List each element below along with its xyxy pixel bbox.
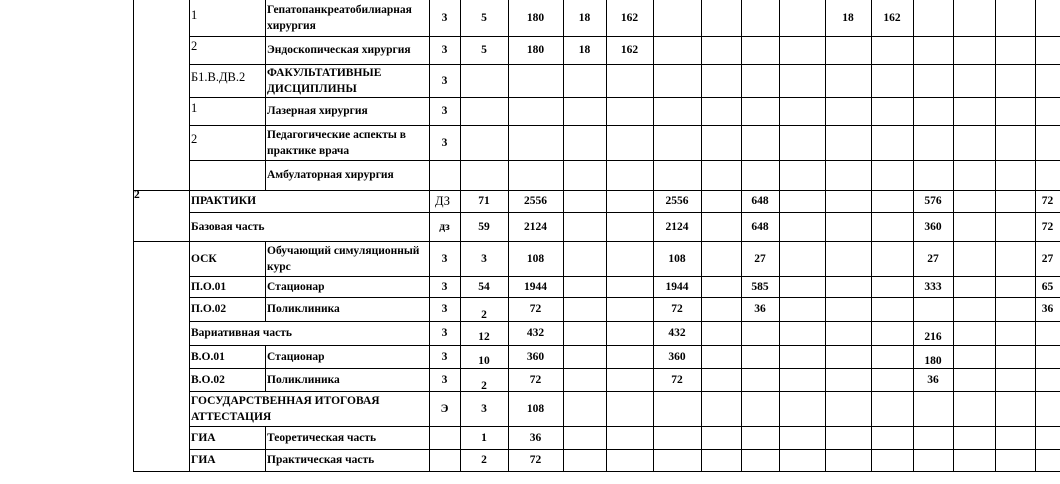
cell-c4: 162 [620, 44, 639, 56]
grid-line-v [871, 0, 872, 471]
grid-line-v [995, 0, 996, 471]
cell-c12: 360 [924, 221, 942, 233]
grid-line-v [825, 0, 826, 471]
cell-name: Стационар [267, 281, 325, 293]
cell-ze: 3 [441, 281, 448, 293]
cell-c15: 36 [1041, 303, 1054, 315]
grid-line-h [189, 449, 1060, 450]
grid-line-h [133, 471, 1060, 472]
cell-c1: 12 [478, 331, 490, 343]
cell-sec: 2 [134, 189, 140, 201]
cell-c2: 72 [529, 303, 542, 315]
cell-c2: 180 [526, 44, 545, 56]
cell-c2: 360 [526, 351, 545, 363]
cell-c2: 72 [529, 454, 542, 466]
cell-name: Обучающий симуляционный курс [267, 245, 420, 273]
cell-c1: 54 [478, 281, 490, 293]
cell-c4: 162 [620, 12, 639, 24]
cell-c1: 10 [478, 355, 490, 367]
cell-c1: 5 [481, 44, 487, 56]
cell-num: Б1.В.ДВ.2 [191, 70, 246, 84]
cell-ze: 3 [441, 105, 448, 117]
cell-c12: 216 [924, 331, 942, 343]
cell-c12: 576 [924, 195, 942, 207]
cell-ze: 3 [441, 374, 448, 386]
grid-line-v [953, 0, 954, 471]
cell-c12: 36 [927, 374, 939, 386]
grid-line-v [265, 0, 266, 190]
cell-num: П.О.02 [191, 303, 227, 315]
cell-ze: 3 [441, 351, 448, 363]
cell-c12: 27 [927, 253, 939, 265]
cell-ze: 3 [441, 253, 448, 265]
cell-c2: 72 [529, 374, 542, 386]
cell-c1: 3 [481, 403, 487, 415]
cell-name: Теоретическая часть [267, 432, 377, 444]
cell-c1: 2 [481, 380, 487, 392]
grid-line-v [701, 0, 702, 471]
cell-c3: 18 [578, 44, 591, 56]
cell-c2: 108 [526, 403, 545, 415]
cell-ze: 3 [441, 303, 448, 315]
grid-line-h [189, 212, 1060, 213]
cell-c7: 585 [751, 281, 769, 293]
cell-num: 1 [191, 8, 198, 22]
cell-c10: 18 [842, 12, 854, 24]
cell-c2: 108 [526, 253, 545, 265]
cell-ze: 3 [441, 12, 448, 24]
cell-num: П.О.01 [191, 281, 227, 293]
cell-num: ГИА [191, 454, 216, 466]
cell-c5: 360 [668, 351, 686, 363]
grid-line-v [265, 241, 266, 321]
grid-line-v [563, 0, 564, 471]
cell-name: Стационар [267, 351, 325, 363]
grid-line-v [1035, 0, 1036, 471]
cell-c1: 59 [478, 221, 490, 233]
cell-c2: 2556 [524, 195, 547, 207]
grid-line-v [606, 0, 607, 471]
cell-ze: 3 [441, 44, 448, 56]
cell-c1: 1 [481, 432, 487, 444]
grid-line-v [189, 0, 190, 471]
cell-nameFull: ГОСУДАРСТВЕННАЯ ИТОГОВАЯ АТТЕСТАЦИЯ [191, 395, 380, 423]
cell-nameFull: Базовая часть [191, 221, 265, 233]
cell-c1: 2 [481, 454, 487, 466]
grid-line-h [189, 297, 1060, 298]
cell-nameFull: ПРАКТИКИ [191, 195, 257, 207]
cell-ze: ДЗ [434, 194, 451, 208]
grid-line-h [189, 125, 1060, 126]
cell-ze: Э [440, 403, 449, 415]
cell-name: Гепатопанкреатобилиарная хирургия [267, 4, 412, 32]
cell-c2: 180 [526, 12, 545, 24]
cell-c2: 2124 [524, 221, 547, 233]
cell-name: Эндоскопическая хирургия [267, 44, 411, 56]
cell-c7: 36 [754, 303, 766, 315]
cell-c15: 72 [1041, 195, 1054, 207]
cell-c15: 72 [1041, 221, 1054, 233]
cell-c11: 162 [883, 12, 901, 24]
cell-c5: 72 [671, 374, 683, 386]
cell-c15: 65 [1041, 281, 1054, 293]
cell-name: Поликлиника [267, 374, 340, 386]
cell-c7: 648 [751, 221, 769, 233]
cell-c5: 108 [668, 253, 686, 265]
cell-c12: 180 [924, 355, 942, 367]
cell-num: ОСК [191, 253, 217, 265]
cell-c3: 18 [578, 12, 591, 24]
grid-line-v [133, 0, 134, 471]
grid-line-h [189, 276, 1060, 277]
cell-c2: 36 [529, 432, 542, 444]
grid-line-h [133, 241, 1060, 242]
cell-c2: 432 [526, 327, 545, 339]
grid-line-h [189, 160, 1060, 161]
cell-num: ГИА [191, 432, 216, 444]
cell-ze: 3 [441, 327, 448, 339]
cell-num: В.О.01 [191, 351, 225, 363]
cell-ze: дз [439, 221, 450, 233]
cell-nameFull: Вариативная часть [191, 327, 292, 339]
cell-c5: 2124 [665, 221, 689, 233]
cell-name: Педагогические аспекты в практике врача [267, 129, 406, 157]
grid-line-v [653, 0, 654, 471]
cell-name: Поликлиника [267, 303, 340, 315]
cell-c7: 648 [751, 195, 769, 207]
cell-num: 2 [191, 132, 198, 146]
cell-c5: 432 [668, 327, 686, 339]
cell-c2: 1944 [524, 281, 547, 293]
grid-line-h [189, 426, 1060, 427]
cell-num: В.О.02 [191, 374, 225, 386]
grid-line-v [779, 0, 780, 471]
cell-c1: 5 [481, 12, 487, 24]
cell-name: Лазерная хирургия [267, 105, 368, 117]
cell-name: Амбулаторная хирургия [267, 169, 394, 181]
cell-c1: 3 [481, 253, 487, 265]
grid-line-v [741, 0, 742, 471]
grid-line-h [189, 321, 1060, 322]
cell-c5: 2556 [665, 195, 689, 207]
cell-num: 2 [191, 39, 198, 53]
cell-c5: 72 [671, 303, 683, 315]
grid-line-h [189, 345, 1060, 346]
cell-c1: 2 [481, 309, 487, 321]
cell-name: ФАКУЛЬТАТИВНЫЕ ДИСЦИПЛИНЫ [267, 67, 382, 95]
cell-c1: 71 [478, 195, 490, 207]
cell-num: 1 [191, 101, 198, 115]
cell-ze: 3 [441, 75, 448, 87]
cell-ze: 3 [441, 137, 448, 149]
grid-line-h [189, 36, 1060, 37]
grid-line-h [189, 97, 1060, 98]
cell-c5: 1944 [665, 281, 689, 293]
grid-line-h [189, 391, 1060, 392]
grid-line-h [133, 190, 1060, 191]
cell-name: Практическая часть [267, 454, 375, 466]
cell-c15: 27 [1041, 253, 1054, 265]
grid-line-v [913, 0, 914, 471]
cell-c12: 333 [924, 281, 942, 293]
cell-c7: 27 [754, 253, 766, 265]
